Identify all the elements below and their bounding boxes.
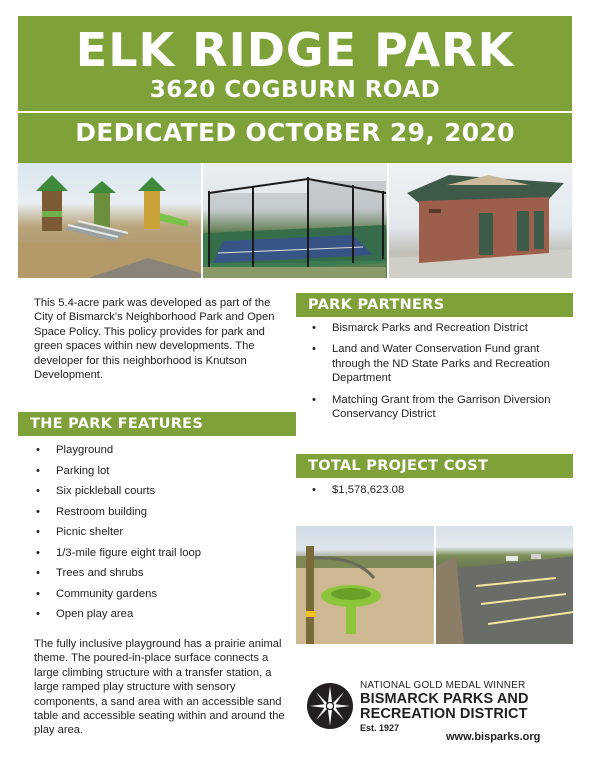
list-item: • 1/3-mile figure eight trail loop (36, 543, 286, 564)
cost-amount: • $1,578,623.08 (312, 484, 572, 496)
cost-list (312, 484, 572, 496)
list-item: • Trees and shrubs (36, 563, 286, 584)
cost-heading: TOTAL PROJECT COST (296, 454, 573, 478)
restroom-building-photo (389, 163, 572, 278)
website-link[interactable]: www.bisparks.org (446, 731, 541, 743)
parking-lot-photo (436, 526, 574, 644)
sunburst-logo-icon (306, 682, 354, 730)
features-heading: THE PARK FEATURES (18, 412, 296, 436)
list-item: • Open play area (36, 604, 286, 625)
org-name: BISMARCK PARKS AND RECREATION DISTRICT (360, 691, 529, 722)
playground-photo (18, 163, 201, 278)
list-item: • Playground (36, 440, 286, 461)
list-item: • Restroom building (36, 502, 286, 523)
park-address: 3620 COGBURN ROAD (149, 77, 441, 103)
list-item: • Land and Water Conservation Fund grant through the ND State Parks and Recreation Department (312, 342, 572, 385)
established-text: Est. 1927 (360, 723, 400, 733)
list-item: • Picnic shelter (36, 522, 286, 543)
list-item: • Bismarck Parks and Recreation District (312, 321, 572, 335)
photo-strip-lower (296, 526, 573, 644)
sand-table-photo (296, 526, 434, 644)
features-list (36, 440, 286, 625)
photo-strip (18, 163, 572, 278)
park-title: ELK RIDGE PARK (75, 23, 515, 77)
playground-description: The fully inclusive playground has a prairie animal theme. The poured-in-place surface connects a large climbing structure with a transfer station, a large ramped play structure with sensory components, a sand area with an accessible sand table and accessible seating within and around the play area. (34, 638, 285, 737)
pickleball-courts-photo (203, 163, 386, 278)
title-banner (18, 16, 572, 163)
partners-heading: PARK PARTNERS (296, 293, 573, 317)
partners-list (312, 321, 572, 428)
list-item: • Parking lot (36, 461, 286, 482)
list-item: • Matching Grant from the Garrison Diversion Conservancy District (312, 393, 572, 422)
list-item: • Six pickleball courts (36, 481, 286, 502)
list-item: • Community gardens (36, 584, 286, 605)
award-text: NATIONAL GOLD MEDAL WINNER (360, 680, 526, 691)
dedication-date: DEDICATED OCTOBER 29, 2020 (75, 118, 515, 147)
intro-paragraph: This 5.4-acre park was developed as part of the City of Bismarck’s Neighborhood Park and Open Space Policy. This policy provides for park and green spaces within new developments. The developer for this neighborhood is Knutson Development. (34, 297, 275, 382)
